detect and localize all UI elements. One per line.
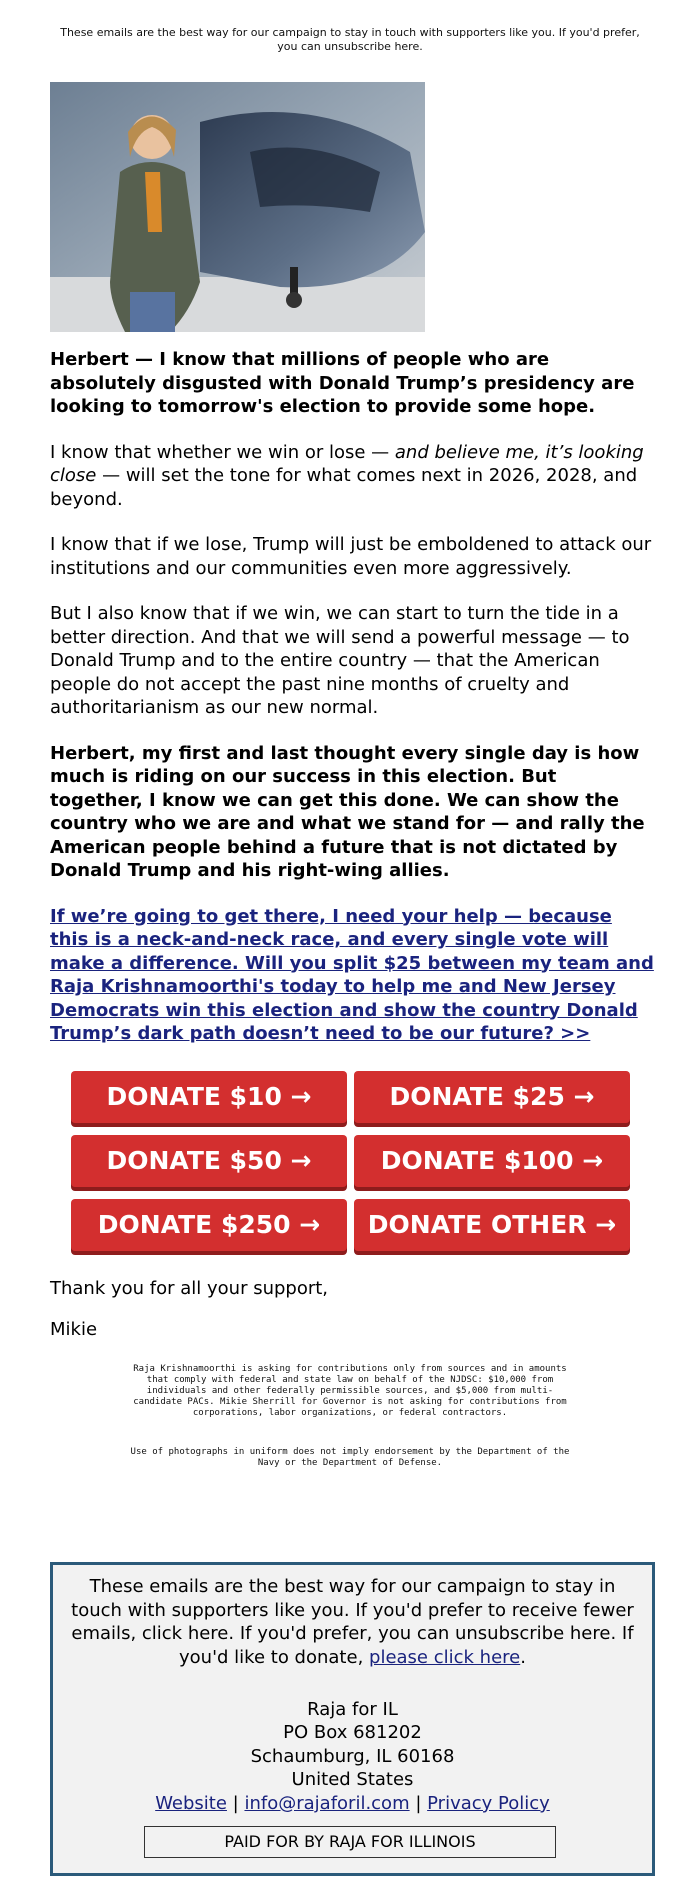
donate-250-button[interactable]: DONATE $250 → xyxy=(71,1199,347,1251)
footer-donate-link[interactable]: please click here xyxy=(369,1646,521,1668)
uniform-disclaimer: Use of photographs in uniform does not imply endorsement by the Department of the Navy or the Department of Defense. xyxy=(130,1447,570,1468)
signature: Mikie xyxy=(50,1318,98,1340)
privacy-policy-link[interactable]: Privacy Policy xyxy=(427,1793,550,1814)
p2-text-a: I know that whether we win or lose — xyxy=(50,441,395,463)
email-link[interactable]: info@rajaforil.com xyxy=(244,1793,410,1814)
body-paragraph-5: Herbert, my first and last thought every single day is how much is riding on our success in this election. But together, I know we can get this done. We can show the country who we are and what we stand for — and rally the American people behind a future that is not dictated by Donald Trump and his right-wing allies. xyxy=(50,742,645,881)
closing xyxy=(50,1277,655,1341)
thanks-text: Thank you for all your support, xyxy=(50,1278,329,1299)
footer-org: Raja for IL xyxy=(307,1699,398,1720)
contribution-disclaimer: Raja Krishnamoorthi is asking for contributions only from sources and in amounts that comply with federal and state law on behalf of the NJDSC: $10,000 from individuals and other federally permissible sources, and $5,000 from multi-candidate PACs. Mikie Sherrill for Governor is not asking for contributions from corporations, labor organizations, or federal contractors. xyxy=(133,1364,567,1418)
hero-image xyxy=(50,82,425,332)
p2-emphasis: and believe me, it’s looking close xyxy=(50,441,644,486)
footer-box xyxy=(50,1562,655,1876)
body-paragraph-4: But I also know that if we win, we can start to turn the tide in a better direction. And that we will send a powerful message — to Donald Trump and to the entire country — that the American people do not accept the past nine months of cruelty and authoritarianism as our new normal. xyxy=(50,603,630,718)
footer-links xyxy=(63,1792,642,1816)
preheader-text: These emails are the best way for our campaign to stay in touch with supporters like you. If you'd prefer, you can unsubscribe here. xyxy=(60,26,640,53)
link-separator: | xyxy=(409,1793,428,1814)
paid-for-box: PAID FOR BY RAJA FOR ILLINOIS xyxy=(144,1826,556,1858)
donate-ask-link[interactable]: If we’re going to get there, I need your help — because this is a neck-and-neck race, and every single vote will make a difference. Will you split $25 between my team and Raja Krishnamoorthi's today to help me and New Jersey Democrats win this election and show the country Donald Trump’s dark path doesn’t need to be our future? >> xyxy=(50,905,654,1044)
email-body xyxy=(50,348,655,1046)
footer-message xyxy=(63,1575,642,1669)
donate-50-button[interactable]: DONATE $50 → xyxy=(71,1135,347,1187)
body-paragraph-2 xyxy=(50,441,655,512)
footer-country: United States xyxy=(291,1769,414,1790)
footer-address-2: Schaumburg, IL 60168 xyxy=(250,1746,455,1767)
footer-address-1: PO Box 681202 xyxy=(283,1722,422,1743)
donate-100-button[interactable]: DONATE $100 → xyxy=(354,1135,630,1187)
body-paragraph-1: Herbert — I know that millions of people who are absolutely disgusted with Donald Trump’s presidency are looking to tomorrow's election to provide some hope. xyxy=(50,349,635,417)
body-paragraph-3: I know that if we lose, Trump will just be emboldened to attack our institutions and our communities even more aggressively. xyxy=(50,534,652,579)
p2-text-b: — will set the tone for what comes next in 2026, 2028, and beyond. xyxy=(50,465,638,510)
website-link[interactable]: Website xyxy=(155,1793,227,1814)
donate-25-button[interactable]: DONATE $25 → xyxy=(354,1071,630,1123)
footer-period: . xyxy=(520,1646,526,1668)
donate-10-button[interactable]: DONATE $10 → xyxy=(71,1071,347,1123)
donate-other-button[interactable]: DONATE OTHER → xyxy=(354,1199,630,1251)
link-separator: | xyxy=(226,1793,245,1814)
footer-text: These emails are the best way for our campaign to stay in touch with supporters like you. If you'd prefer to receive fewer emails, click here. If you'd prefer, you can unsubscribe here. If you'd like to donate, xyxy=(71,1576,634,1668)
